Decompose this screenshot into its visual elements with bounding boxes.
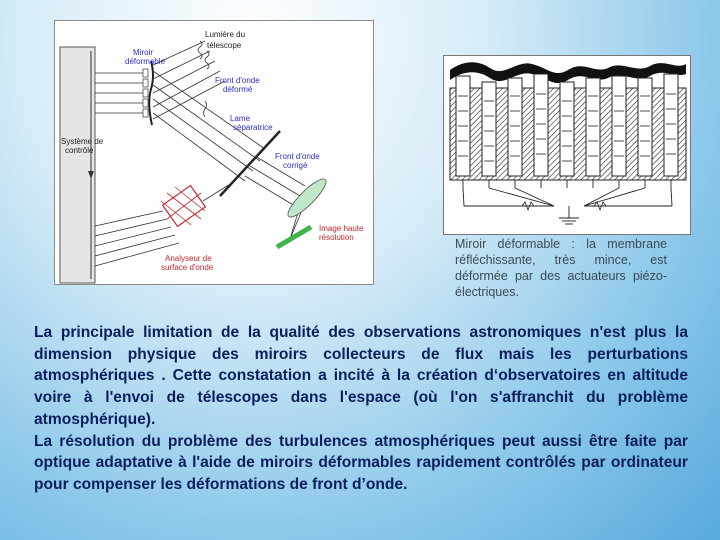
label-lumiere-2: télescope	[207, 41, 242, 50]
label-front-corrige-1: Front d'onde	[275, 152, 320, 161]
focusing-lens	[284, 175, 331, 222]
beam-splitter	[220, 131, 280, 196]
label-systeme-1: Système de	[61, 137, 104, 146]
label-front-deforme-1: Front d'onde	[215, 76, 260, 85]
label-image-2: résolution	[319, 233, 354, 242]
label-front-corrige-2: corrigé	[283, 161, 308, 170]
label-systeme-2: contrôle	[65, 146, 94, 155]
label-lame-1: Lame	[230, 114, 251, 123]
deformable-mirror-diagram	[443, 55, 691, 235]
label-lumiere-1: Lumière du	[205, 30, 246, 39]
paragraph-1: La principale limitation de la qualité des observations astronomiques n'est plus la dimension physique des miroirs collecteurs de flux mais les perturbations atmosphériques . Cette constatation a incité à la création d‘observatoires en altitude voire à l'envoi de télescopes dans l'espace (où l'on s'affranchit du problème atmosphérique).	[34, 324, 688, 428]
control-wiring	[463, 180, 672, 224]
label-miroir-1: Miroir	[133, 48, 153, 57]
deformable-mirror-schematic	[444, 56, 692, 236]
wavefront-analyzer	[161, 186, 205, 227]
deformable-mirror-actuators	[95, 69, 148, 117]
main-text	[34, 322, 688, 496]
label-analyseur-1: Analyseur de	[165, 254, 212, 263]
deformable-mirror-caption: Miroir déformable : la membrane réfléchissante, très mince, est déformée par des actuateurs piézo-électriques.	[455, 237, 667, 299]
adaptive-optics-diagram	[54, 20, 374, 285]
mirror-surface	[149, 61, 153, 125]
label-lame-2: séparatrice	[233, 123, 273, 132]
adaptive-optics-schematic	[55, 21, 375, 286]
label-miroir-2: déformable	[125, 57, 166, 66]
label-analyseur-2: surface d'onde	[161, 263, 214, 272]
label-image-1: Image haute	[319, 224, 364, 233]
label-front-deforme-2: déformé	[223, 85, 253, 94]
paragraph-2: La résolution du problème des turbulences atmosphériques peut aussi être faite par optique adaptative à l'aide de miroirs déformables rapidement contrôlés par ordinateur pour compenser les déformations de front d’onde.	[34, 432, 688, 493]
control-system-block	[60, 47, 95, 283]
